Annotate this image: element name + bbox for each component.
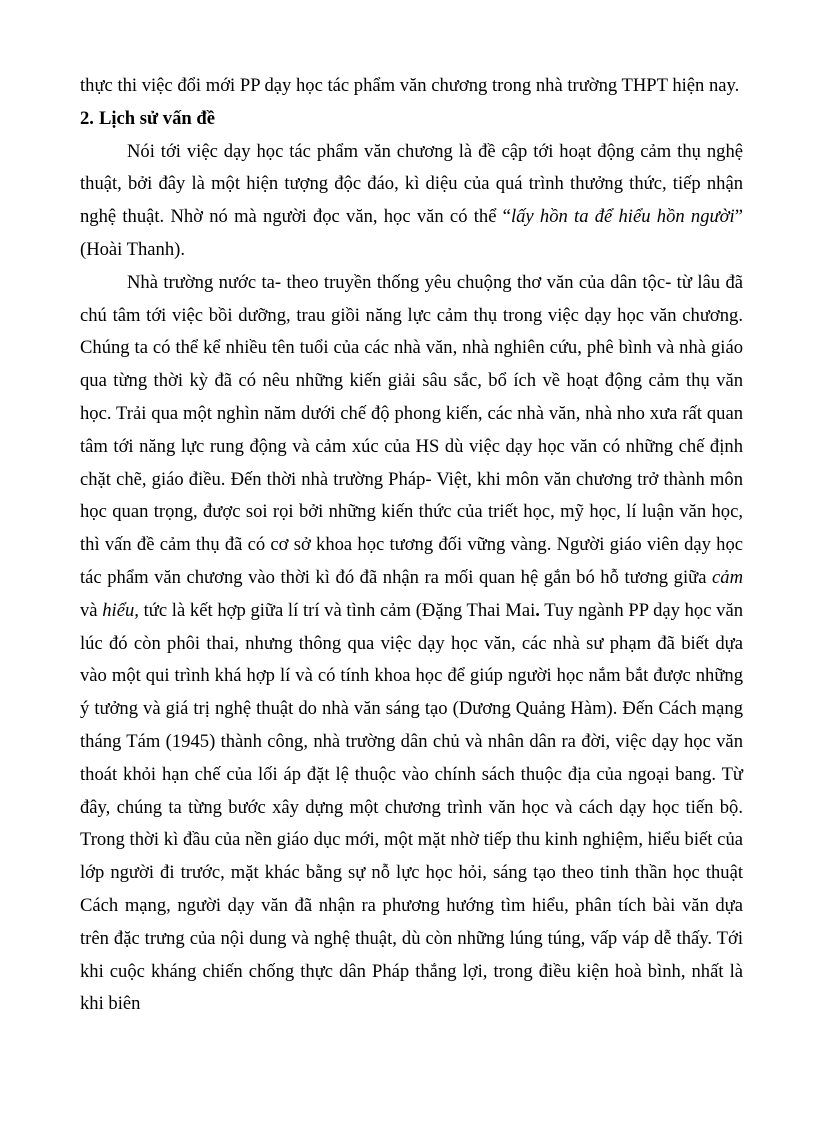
paragraph-text: Nhà trường nước ta- theo truyền thống yêu chuộng thơ văn của dân tộc- từ lâu đã chú tâm tới việc bồi dưỡng, trau giồi năng lực cảm thụ trong việc dạy học văn chương. Chúng ta có thể kể nhiều tên tuổi của các nhà văn, nhà nghiên cứu, phê bình và nhà giáo qua từng thời kỳ đã có nêu những kiến giải sâu sắc, bổ ích về hoạt động cảm thụ văn học. Trải qua một nghìn năm dưới chế độ phong kiến, các nhà văn, nhà nho xưa rất quan tâm tới năng lực rung động và cảm xúc của HS dù việc dạy học văn có những chế định chặt chẽ, giáo điều. Đến thời nhà trường Pháp- Việt, khi môn văn chương trở thành môn học quan trọng, được soi rọi bởi những kiến thức của triết học, mỹ học, lí luận văn học, thì vấn đề cảm thụ đã có cơ sở khoa học tương đối vững vàng. Người giáo viên dạy học tác phẩm văn chương vào thời kì đó đã nhận ra mối quan hệ gắn bó hỗ tương giữa (80, 271, 743, 588)
paragraph-text: Tuy ngành PP dạy học văn lúc đó còn phôi thai, nhưng thông qua việc dạy học văn, các nhà sư phạm đã biết dựa vào một qui trình khá hợp lí và có tính khoa học để giúp người học nắm bắt được những ý tưởng và giá trị nghệ thuật do nhà văn sáng tạo (Dương Quảng Hàm). Đến Cách mạng tháng Tám (1945) thành công, nhà trường dân chủ và nhân dân ra đời, việc dạy học văn thoát khỏi hạn chế của lối áp đặt lệ thuộc vào chính sách thuộc địa của ngoại bang. Từ đây, chúng ta từng bước xây dựng một chương trình văn học và cách dạy học tiến bộ. Trong thời kì đầu của nền giáo dục mới, một mặt nhờ tiếp thu kinh nghiệm, hiểu biết của lớp người đi trước, mặt khác bằng sự nỗ lực học hỏi, sáng tạo theo tinh thần học thuật Cách mạng, người dạy văn đã nhận ra phương hướng tìm hiểu, phân tích bài văn dựa trên đặc trưng của nội dung và nghệ thuật, dù còn những lúng túng, vấp váp dễ thấy. Tới khi cuộc kháng chiến chống thực dân Pháp thắng lợi, trong điều kiện hoà bình, nhất là khi biên (80, 599, 743, 1015)
document-body (80, 70, 743, 1021)
section-heading (80, 103, 743, 136)
continuation-paragraph: thực thi việc đổi mới PP dạy học tác phẩm văn chương trong nhà trường THPT hiện nay. (80, 75, 740, 96)
term-italic-cam: cảm (712, 566, 743, 588)
quote-italic: lấy hồn ta để hiểu hồn người (510, 206, 735, 228)
paragraph-text: ” (Hoài Thanh). (80, 206, 743, 260)
paragraph-text: tức là kết hợp giữa lí trí và tình cảm (Đặng Thai Mai (138, 599, 536, 621)
paragraph-text: Nói tới việc dạy học tác phẩm văn chương là đề cập tới hoạt động cảm thụ nghệ thuật, bởi đây là một hiện tượng độc đáo, kì diệu của quá trình thưởng thức, tiếp nhận nghệ thuật. Nhờ nó mà người đọc văn, học văn có thể “ (80, 140, 743, 228)
section-title: Lịch sử vấn đề (98, 107, 215, 129)
paragraph-lich-su (80, 267, 743, 1021)
term-italic-hieu: hiểu, (102, 599, 139, 621)
paragraph-cam-thu (80, 136, 743, 267)
section-number: 2. (80, 107, 94, 129)
bold-period: . (535, 599, 540, 621)
paragraph-text: và (80, 599, 103, 621)
